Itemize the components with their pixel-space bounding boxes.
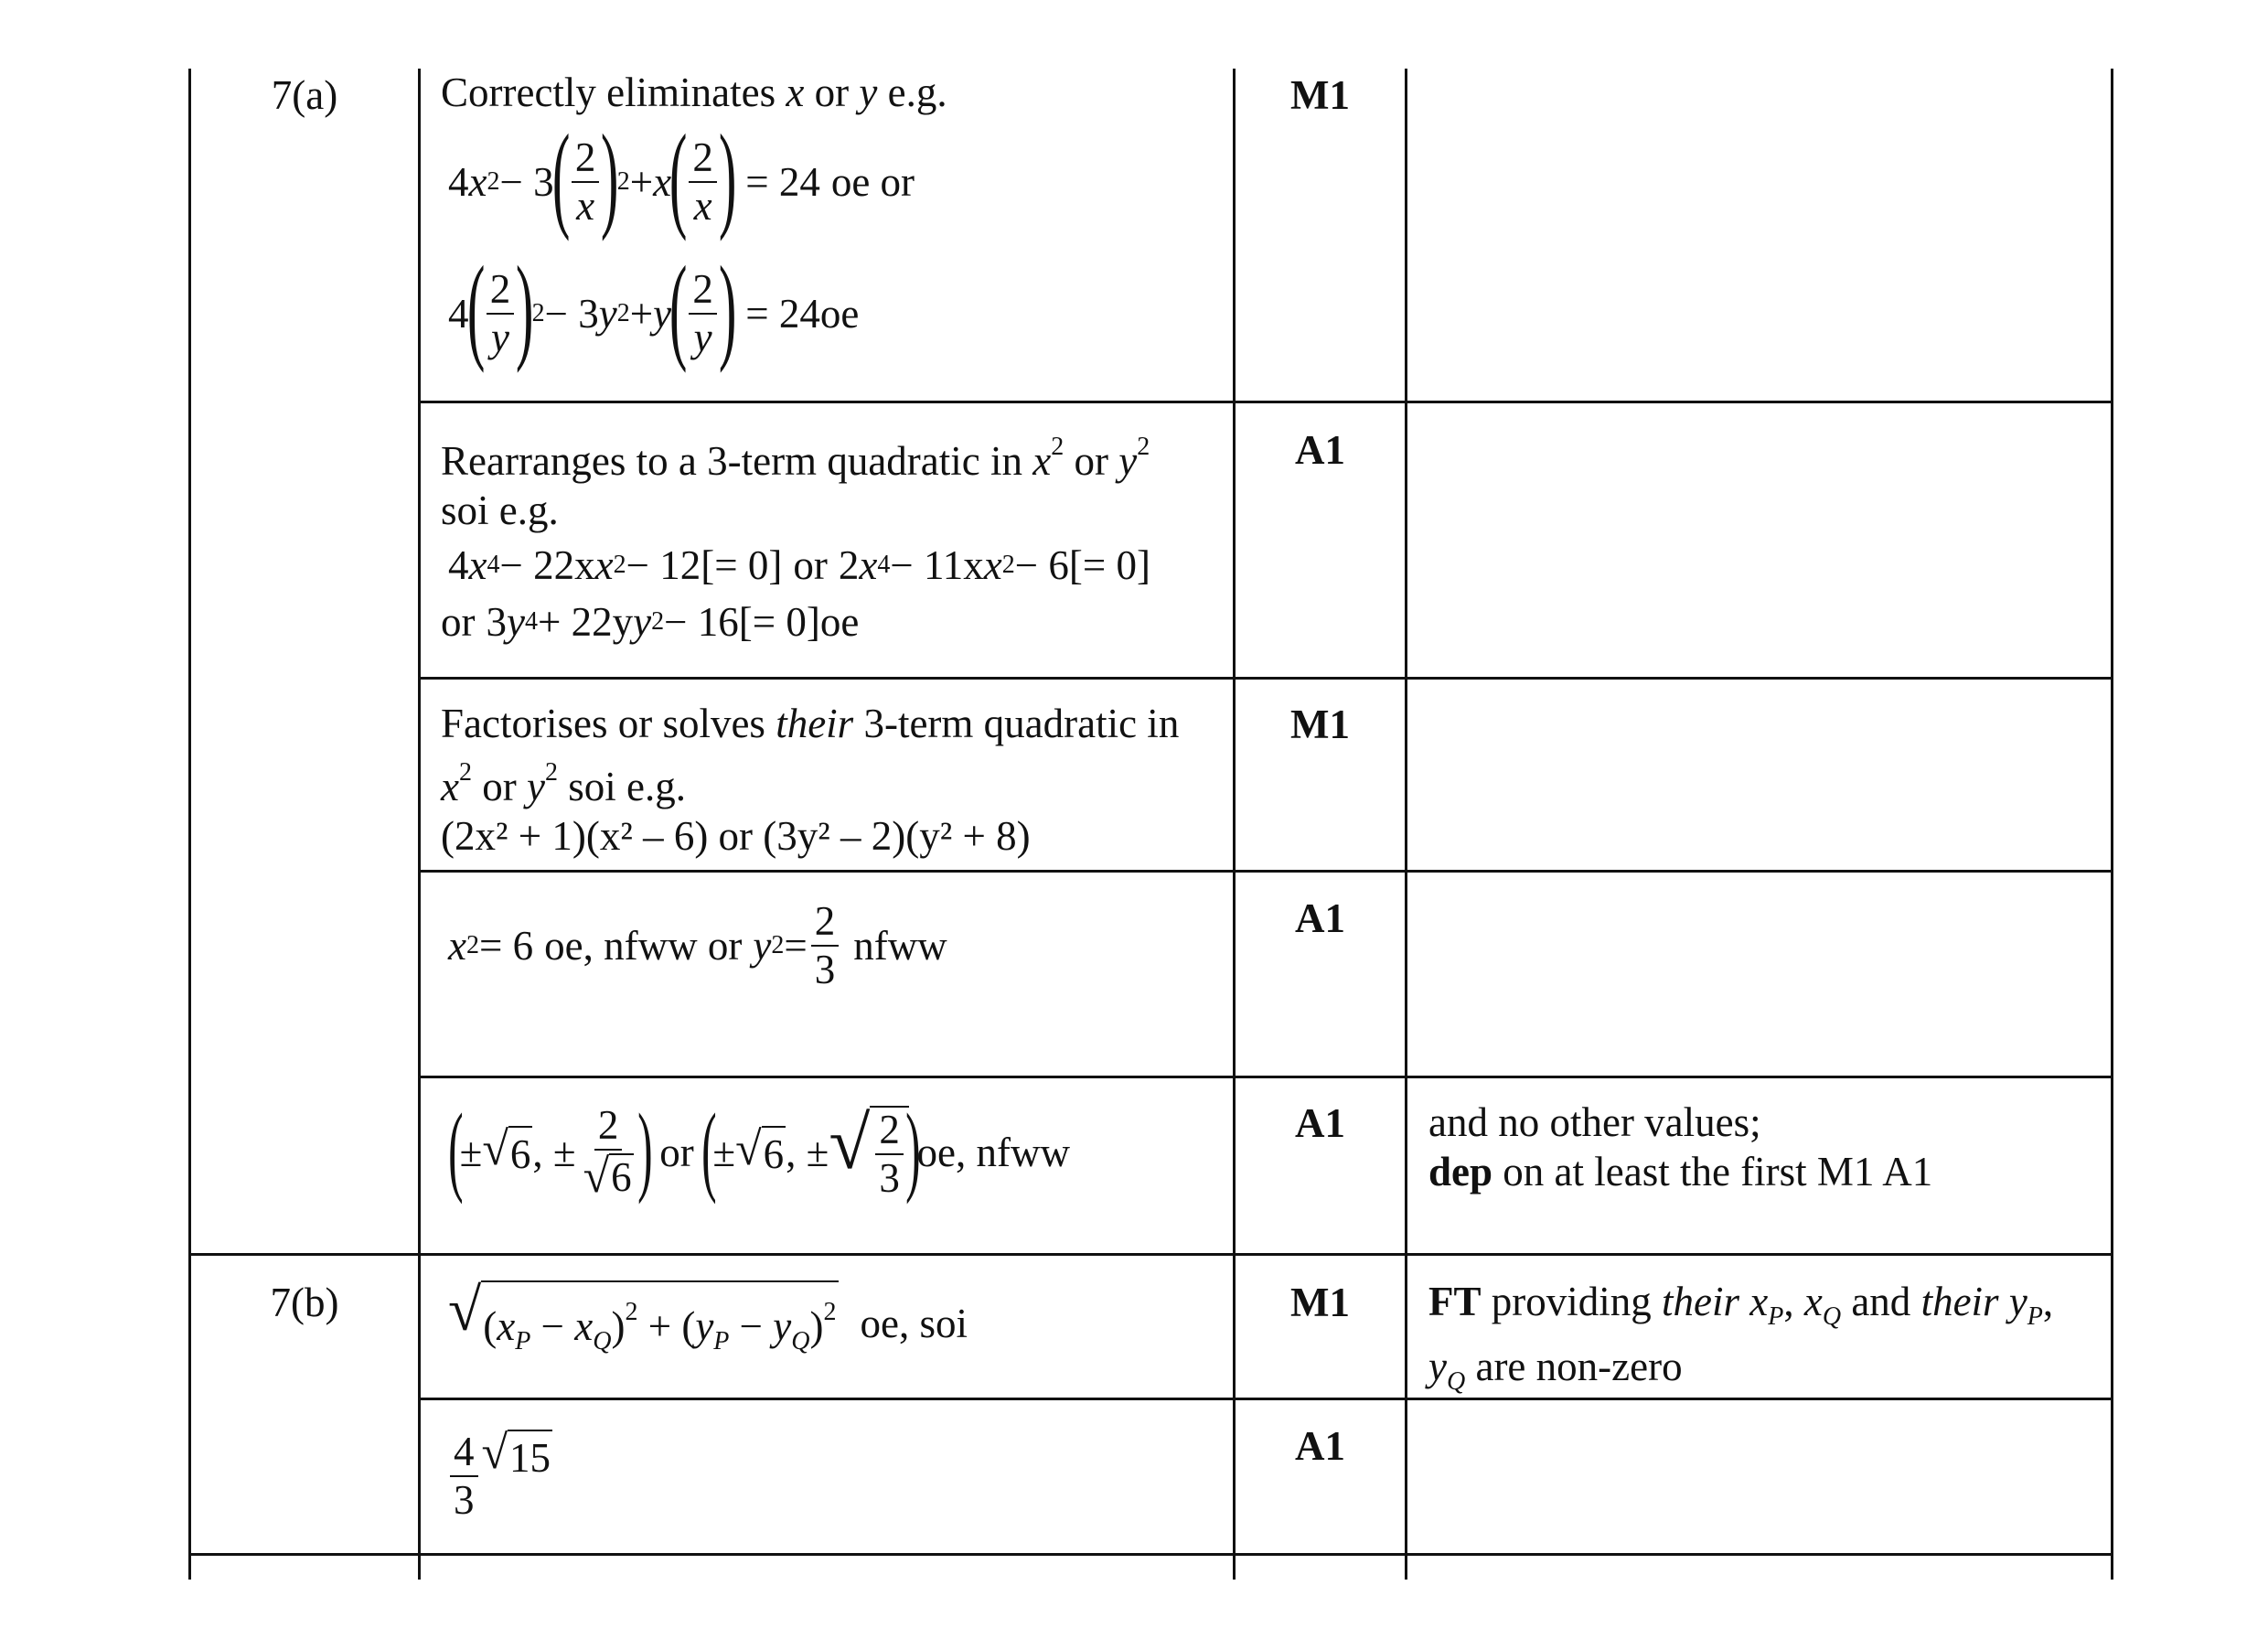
- mark-label: A1: [1295, 427, 1345, 473]
- mark-label: A1: [1295, 895, 1345, 941]
- quadratic-form-y: or 3 y 4 + 22y y 2 − 16[= 0] oe: [441, 599, 860, 645]
- answer-row-4: [448, 898, 1235, 992]
- answer-row-3: [441, 699, 1227, 861]
- answer-text: $x^2$ or $y^2$ soi e.g.: [441, 758, 686, 809]
- answer-row-6: [448, 1277, 1235, 1366]
- question-number: 7(a): [271, 72, 338, 118]
- row-divider-7: [188, 1553, 2113, 1556]
- table-divider-mark: [1405, 69, 1407, 1580]
- answer-text: Rearranges to a 3-term quadratic in $x^2$ or $y^2$: [441, 433, 1150, 484]
- answer-text: soi e.g.: [441, 487, 559, 533]
- guidance-row-6: [1428, 1277, 2109, 1407]
- final-answer: $\frac{4}{3}$ √ 15: [446, 1431, 552, 1521]
- answer-text: Correctly eliminates x or y e.g.: [441, 70, 947, 115]
- row-divider-2: [418, 677, 2113, 680]
- factorisation-text: (2x² + 1)(x² – 6) or (3y² – 2)(y² + 8): [441, 813, 1031, 859]
- guidance-text: and no other values;: [1428, 1099, 1761, 1145]
- guidance-text: FT providing their $x_P$, $x_Q$ and their $y_P$,: [1428, 1279, 2054, 1331]
- row-divider-4: [418, 1076, 2113, 1078]
- guidance-text: dep on at least the first M1 A1: [1428, 1149, 1933, 1194]
- answer-row-5: [448, 1093, 1238, 1205]
- mark-label: M1: [1290, 1280, 1350, 1325]
- row-divider-3: [418, 870, 2113, 873]
- squared-values: x 2 = 6 oe, nfww or y 2 = $\frac{2}{3}$ nfww: [448, 898, 947, 992]
- guidance-text: $y_Q$ are non-zero: [1428, 1344, 1683, 1396]
- answer-text: Factorises or solves their 3-term quadratic in: [441, 701, 1180, 746]
- question-number: 7(b): [270, 1280, 339, 1325]
- mark-label: A1: [1295, 1423, 1345, 1469]
- mark-label: A1: [1295, 1100, 1345, 1146]
- answer-row-1: [441, 68, 1227, 373]
- elimination-equation-y: 4 ( $\frac{2}{y}$ ) 2 − 3 y 2 + y ( $\frac{2}{y}$ ) = 24 oe: [448, 242, 860, 374]
- table-divider-question: [418, 69, 421, 1580]
- answer-row-7: [446, 1427, 1233, 1521]
- coordinate-answers: ( ± √ 6 , ± 2 √ 6 ) or ( ± √ 6 , ± √ $\frac{2}{3}$ ) oe, nfww: [448, 1093, 1070, 1205]
- row-divider-1: [418, 401, 2113, 403]
- table-border-left: [188, 69, 191, 1580]
- guidance-row-5: [1428, 1098, 2105, 1196]
- mark-label: M1: [1290, 702, 1350, 747]
- mark-label: M1: [1290, 72, 1350, 118]
- table-border-right: [2111, 69, 2113, 1580]
- elimination-equation-x: 4 x 2 − 3 ( $\frac{2}{x}$ ) 2 + x ( $\frac{2}{x}$ ) = 24 oe or: [448, 111, 915, 242]
- answer-row-2: [441, 423, 1227, 647]
- row-divider-5: [188, 1253, 2113, 1256]
- quadratic-forms-x: 4 x 4 − 22x x 2 − 12[= 0] or 2 x 4 − 11x x 2 − 6[= 0]: [448, 542, 1151, 588]
- distance-formula: √ $(x_P - x_Q)^2 + (y_P - y_Q)^2$ oe, soi: [448, 1280, 968, 1366]
